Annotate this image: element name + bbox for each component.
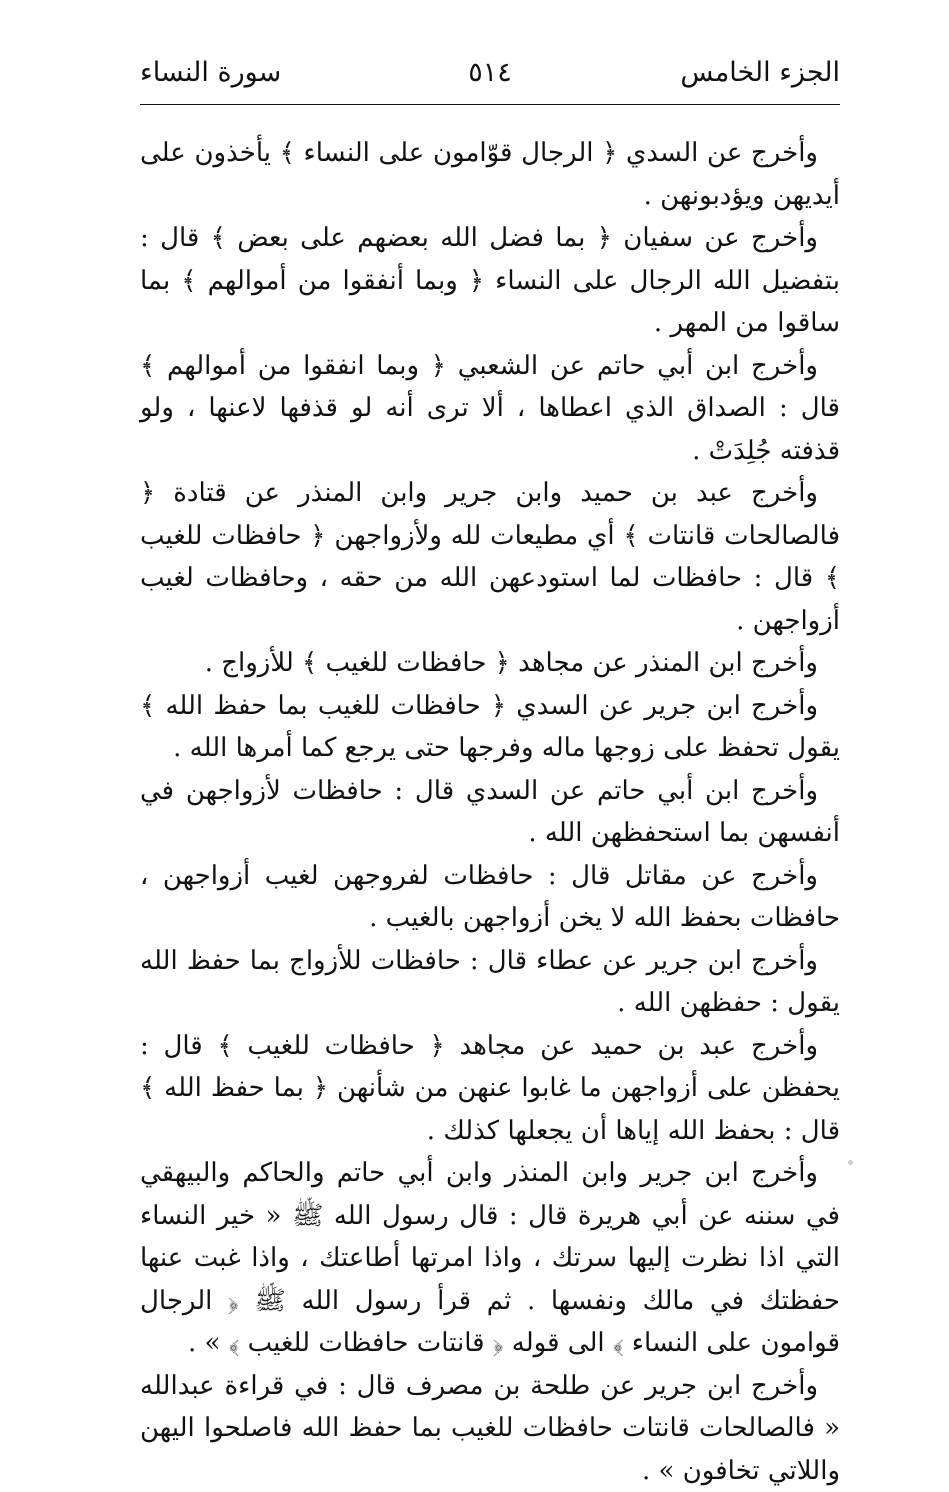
page-header (140, 54, 840, 98)
surah-title: سورة النساء (140, 56, 281, 90)
paragraph-4: وأخرج عبد بن حميد وابن جرير وابن المنذر عن قتادة ﴿ فالصالحات قانتات ﴾ أي مطيعات لله ولأزواجهن ﴿ حافظات للغيب ﴾ قال : حافظات لما استودعهن الله من حقه ، وحافظات لغيب أزواجهن . (140, 472, 840, 642)
paragraph-8: وأخرج عن مقاتل قال : حافظات لفروجهن لغيب أزواجهن ، حافظات بحفظ الله لا يخن أزواجهن بالغيب . (140, 855, 840, 940)
paragraph-10: وأخرج عبد بن حميد عن مجاهد ﴿ حافظات للغيب ﴾ قال : يحفظن على أزواجهن ما غابوا عنهن من شأنهن ﴿ بما حفظ الله ﴾ قال : بحفظ الله إياها أن يجعلها كذلك . (140, 1025, 840, 1153)
paragraph-2: وأخرج عن سفيان ﴿ بما فضل الله بعضهم على بعض ﴾ قال : بتفضيل الله الرجال على النساء ﴿ وبما أنفقوا من أموالهم ﴾ بما ساقوا من المهر . (140, 217, 840, 345)
page-number: ٥١٤ (140, 56, 840, 90)
paragraph-5: وأخرج ابن المنذر عن مجاهد ﴿ حافظات للغيب ﴾ للأزواج . (140, 642, 840, 685)
paragraph-3: وأخرج ابن أبي حاتم عن الشعبي ﴿ وبما انفقوا من أموالهم ﴾ قال : الصداق الذي اعطاها ، ألا ترى أنه لو قذفها لاعنها ، ولو قذفته جُلِدَتْ . (140, 345, 840, 473)
paragraph-9: وأخرج ابن جرير عن عطاء قال : حافظات للأزواج بما حفظ الله يقول : حفظهن الله . (140, 940, 840, 1025)
scan-speck (848, 1160, 853, 1165)
page-body (140, 132, 840, 1492)
paragraph-1: وأخرج عن السدي ﴿ الرجال قوّامون على النساء ﴾ يأخذون على أيديهن ويؤدبونهن . (140, 132, 840, 217)
paragraph-6: وأخرج ابن جرير عن السدي ﴿ حافظات للغيب بما حفظ الله ﴾ يقول تحفظ على زوجها ماله وفرجها حتى يرجع كما أمرها الله . (140, 685, 840, 770)
paragraph-11: وأخرج ابن جرير وابن المنذر وابن أبي حاتم والحاكم والبيهقي في سننه عن أبي هريرة قال : قال رسول الله ﷺ « خير النساء التي اذا نظرت إليها سرتك ، واذا امرتها أطاعتك ، واذا غبت عنها حفظتك في مالك ونفسها . ثم قرأ رسول الله ﷺ ﴿ الرجال قوامون على النساء ﴾ الى قوله ﴿ قانتات حافظات للغيب ﴾ » . (140, 1152, 840, 1365)
header-divider (140, 104, 840, 105)
paragraph-7: وأخرج ابن أبي حاتم عن السدي قال : حافظات لأزواجهن في أنفسهن بما استحفظهن الله . (140, 770, 840, 855)
part-title: الجزء الخامس (680, 56, 840, 90)
paragraph-12: وأخرج ابن جرير عن طلحة بن مصرف قال : في قراءة عبدالله « فالصالحات قانتات حافظات للغيب بما حفظ الله فاصلحوا اليهن واللاتي تخافون » . (140, 1365, 840, 1492)
